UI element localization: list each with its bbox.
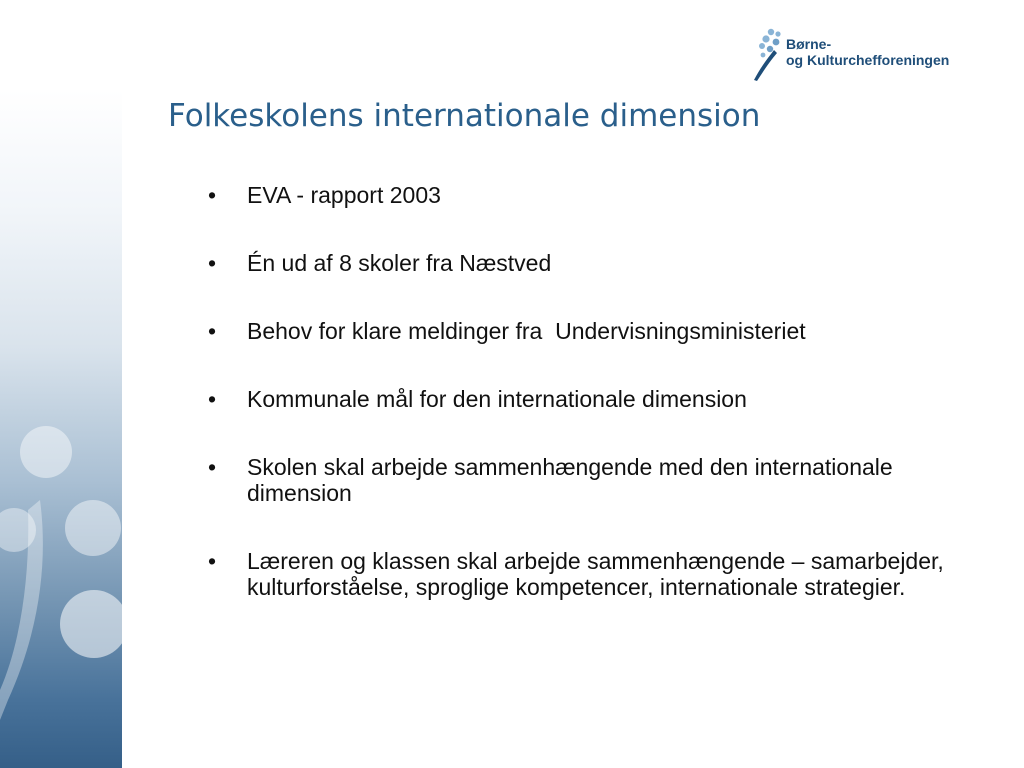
bullet-item	[206, 454, 986, 506]
decorative-side-band	[0, 90, 122, 768]
bullet-item	[206, 548, 986, 600]
bullet-marker: •	[208, 454, 217, 480]
bullet-item	[206, 386, 986, 412]
bullet-marker: •	[208, 386, 217, 412]
bullet-item	[206, 318, 986, 344]
bullet-text: Én ud af 8 skoler fra Næstved	[247, 250, 552, 276]
bullet-text: Læreren og klassen skal arbejde sammenhængende – samarbejder, kulturforståelse, sproglige kompetencer, internationale strategier.	[247, 548, 944, 600]
bullet-text: Kommunale mål for den internationale dimension	[247, 386, 747, 412]
bullet-marker: •	[208, 250, 217, 276]
decorative-circles-graphic	[0, 90, 122, 768]
decorative-circle	[60, 590, 122, 658]
logo-line-1: Børne-	[786, 36, 832, 52]
bullet-item	[206, 250, 986, 276]
logo-line-2: og Kulturchefforeningen	[786, 52, 950, 68]
bullet-text: Behov for klare meldinger fra Undervisningsministeriet	[247, 318, 806, 344]
bullet-list	[206, 182, 986, 642]
logo	[752, 26, 962, 82]
bullet-marker: •	[208, 318, 217, 344]
bullet-marker: •	[208, 182, 217, 208]
bullet-marker: •	[208, 548, 217, 574]
slide-title: Folkeskolens internationale dimension	[168, 98, 761, 134]
bullet-text: EVA - rapport 2003	[247, 182, 441, 208]
decorative-circle	[65, 500, 121, 556]
decorative-circle	[20, 426, 72, 478]
logo-text	[786, 36, 949, 68]
bullet-text: Skolen skal arbejde sammenhængende med den internationale dimension	[247, 454, 893, 506]
bullet-item	[206, 182, 986, 208]
